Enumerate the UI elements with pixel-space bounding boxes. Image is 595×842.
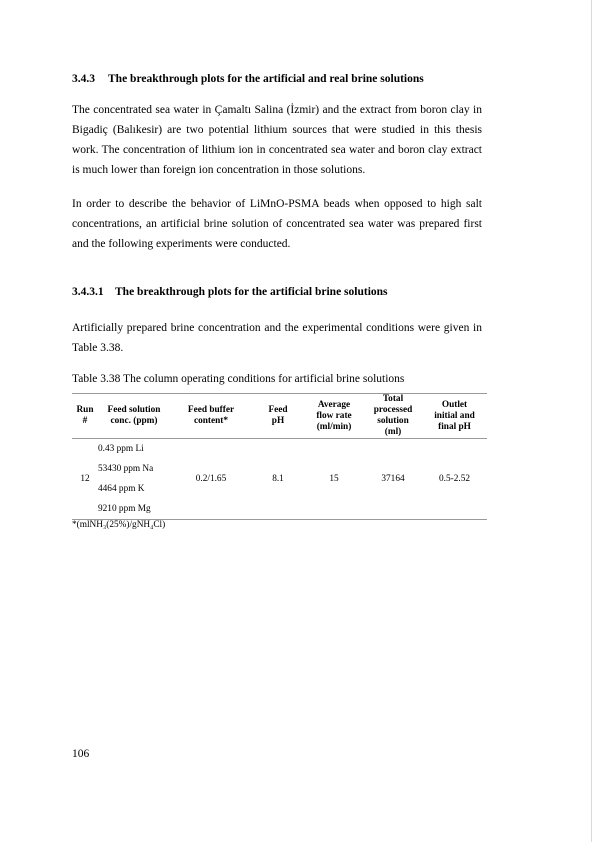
cell-feed-solution (98, 439, 170, 520)
header-run: Run # (72, 394, 98, 439)
paragraph-table-intro: Artificially prepared brine concentration and the experimental conditions were given in Table 3.38. (72, 322, 482, 354)
cell-flow-rate: 15 (304, 439, 364, 520)
table-row (72, 439, 487, 520)
header-outlet-ph: Outlet initial and final pH (422, 394, 487, 439)
subsection-number: 3.4.3.1 (72, 286, 104, 298)
section-heading-3-4-3 (72, 73, 424, 85)
header-flow-rate: Average flow rate (ml/min) (304, 394, 364, 439)
section-title: The breakthrough plots for the artificial and real brine solutions (108, 73, 424, 85)
header-feed-solution: Feed solution conc. (ppm) (98, 394, 170, 439)
cell-feed-ph: 8.1 (252, 439, 304, 520)
table-footnote: *(mlNH₃(25%)/gNH₄Cl) (72, 520, 166, 530)
header-feed-ph: Feed pH (252, 394, 304, 439)
feed-mg: 9210 ppm Mg (98, 504, 151, 514)
table-caption: Table 3.38 The column operating conditions for artificial brine solutions (72, 373, 405, 385)
feed-li: 0.43 ppm Li (98, 444, 144, 454)
cell-outlet-ph: 0.5-2.52 (422, 439, 487, 520)
feed-na: 53430 ppm Na (98, 464, 154, 474)
page-number: 106 (72, 748, 90, 760)
table-header-row (72, 394, 487, 439)
paragraph-sources: The concentrated sea water in Çamaltı Salina (İzmir) and the extract from boron clay in Bigadiç (Balıkesir) are two potential lithium sources that were studied in this thesis work. The concentration of lithium ion in concentrated sea water and boron clay extract is much lower than foreign ion concentration in those solutions. (72, 104, 482, 176)
section-heading-3-4-3-1 (72, 286, 388, 298)
subsection-title: The breakthrough plots for the artificial brine solutions (115, 286, 388, 298)
page-edge (591, 0, 592, 842)
section-number: 3.4.3 (72, 73, 95, 85)
header-feed-buffer: Feed buffer content* (170, 394, 252, 439)
paragraph-behavior: In order to describe the behavior of LiMnO-PSMA beads when opposed to high salt concentrations, an artificial brine solution of concentrated sea water was prepared first and the following experiments were conducted. (72, 198, 482, 250)
operating-conditions-table (72, 393, 487, 520)
cell-processed-solution: 37164 (364, 439, 422, 520)
cell-feed-buffer: 0.2/1.65 (170, 439, 252, 520)
header-processed-solution: Total processed solution (ml) (364, 394, 422, 439)
cell-run: 12 (72, 439, 98, 520)
feed-k: 4464 ppm K (98, 484, 145, 494)
